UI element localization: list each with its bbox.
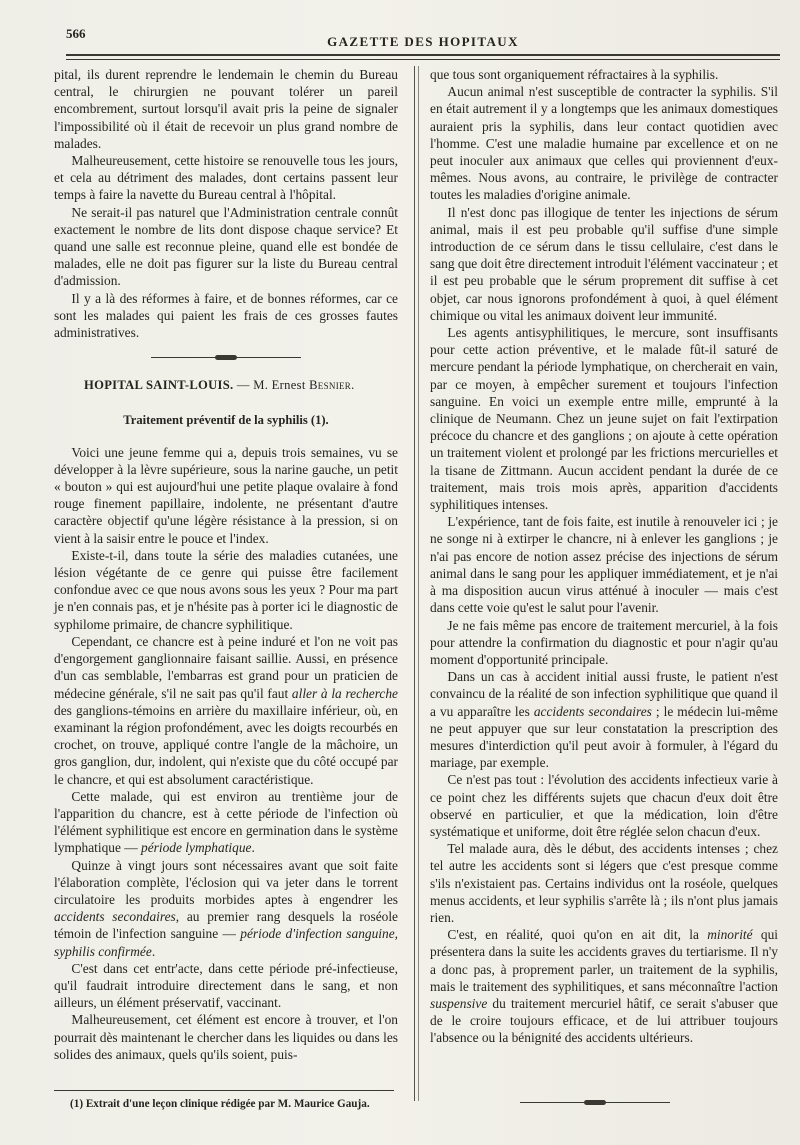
page-number: 566: [66, 26, 86, 41]
heading-end: .: [351, 378, 355, 393]
paragraph: [54, 857, 398, 960]
paragraph: Il n'est donc pas illogique de tenter les injections de sérum animal, mais il est peu probable qu'il suffise d'une simple introduction de ce sérum dans le tissu cellulaire, c'est dans le sang que doit être directement introduit l'élément vaccinateur ; et il est peu probable que le sérum proprement dit suffise à cet objet, car nous ignorons profondément à quoi, à quel élément chimique ou vital les animaux doivent leur immunité.: [430, 204, 778, 323]
section-heading: [84, 377, 398, 394]
text-run: C'est, en réalité, quoi qu'on en ait dit, la: [447, 927, 708, 943]
paragraph: L'expérience, tant de fois faite, est inutile à renouveler ici ; je ne songe ni à extirper le chancre, ni à enlever les ganglions ; je n'ai pas encore de notion assez précise des injections de sérum animal dans le sang pour les appliquer immédiatement, et je n'ai à ma disposition aucun virus atténué à inoculer — mais c'est dans cette voie qu'est le salut pour l'avenir.: [430, 514, 778, 616]
italic-run: période d'infection sanguine, syphilis confirmée: [54, 926, 398, 959]
paragraph: Tel malade aura, dès le début, des accidents intenses ; chez tel autre les accidents sont si légers que c'est presque comme s'ils n'existaient pas. Certains individus ont la roséole, quelques menus accidents, et leur syphilis s'arrête là ; ils n'ont plus jamais rien.: [430, 841, 778, 925]
italic-run: accidents secondaires: [54, 909, 176, 925]
header-rule-thin: [66, 59, 780, 60]
text-run: , au premier rang desquels la roséole témoin de l'infection sanguine —: [54, 909, 398, 942]
text-run: des ganglions-témoins en arrière du maxillaire inférieur, où, en examinant la région profondément, avec les doigts recourbés en crochet, on trouve, appliqué contre l'angle de la mâchoire, un gros ganglion, dur, indolent, qui n'existe que du côté occupé par le chancre, et qui est absolument caractéristique.: [54, 702, 398, 787]
column-divider-thin: [418, 66, 419, 1101]
text-run: Dans un cas à accident initial aussi fruste, le patient n'est convaincu de la réalité de son infection syphilitique que quand il a vu apparaître les: [430, 669, 778, 719]
text-run: Cependant, ce chancre est à peine induré et l'on ne voit pas d'engorgement ganglionnaire faisant saillie. Aussi, en présence d'un cas semblable, l'embarras est grand pour un praticien de médecine générale, s'il ne sait pas qu'il faut: [54, 633, 398, 701]
text-run: .: [151, 943, 156, 959]
paragraph: Aucun animal n'est susceptible de contracter la syphilis. S'il en était autrement il y a longtemps que les animaux domestiques auraient pris la syphilis, dans leur contact quotidien avec l'homme. C'est une maladie humaine par excellence et on ne peut inoculer aux animaux que celles qui proviennent d'eux-mêmes. Nous avons, au contraire, le privilège de contracter toutes les maladies d'origine animale.: [430, 84, 778, 203]
paragraph: Il y a là des réformes à faire, et de bonnes réformes, car ce sont les malades qui paient les frais de ces grosses fautes administratives.: [54, 290, 398, 341]
paragraph: Malheureusement, cette histoire se renouvelle tous les jours, et cela au détriment des malades, dont certains passent leur temps à faire la navette du Bureau central à l'hôpital.: [54, 153, 398, 203]
paragraph: Ne serait-il pas naturel que l'Administration centrale connût exactement le nombre de lits dont dispose chaque service? Et quand une salle est reconnue pleine, quand elle est bondée de malades, elle ne doit pas figurer sur la liste du Bureau central d'admission.: [54, 204, 398, 289]
text-run: qui présentera dans la suite les accidents graves du tertiarisme. Il n'y a donc pas, à proprement parler, un traitement de la syphilis, mais le traitement des syphilitiques, et sans méconnaître l'action: [430, 927, 778, 994]
text-run: ; le médecin lui-même ne peut appuyer que sur leur constatation la prescription des mesures d'interdiction qu'il peut avoir à formuler, à l'égard du mariage, par exemple.: [430, 703, 779, 771]
journal-title: GAZETTE DES HOPITAUX: [327, 34, 519, 49]
paragraph: que tous sont organiquement réfractaires à la syphilis.: [430, 67, 719, 82]
lecture-title: Traitement préventif de la syphilis (1).: [123, 413, 329, 428]
paragraph: C'est dans cet entr'acte, dans cette période pré-infectieuse, qu'il faudrait introduire directement dans le sang, et non ailleurs, un élément préservatif, vaccinant.: [54, 960, 398, 1011]
hospital-name: HOPITAL SAINT-LOUIS.: [84, 378, 234, 393]
left-column: [54, 66, 398, 1063]
italic-run: accidents secondaires: [533, 703, 652, 719]
text-run: .: [251, 840, 255, 856]
paragraph: pital, ils durent reprendre le lendemain le chemin du Bureau central, le chirurgien ne pouvant tolérer un pareil encombrement, surtout lorsqu'il avait pris la peine de signaler l'impossibilité où il était de recevoir un plus grand nombre de malades.: [54, 67, 398, 151]
italic-run: minorité: [707, 927, 753, 943]
text-run: du traitement mercuriel hâtif, ce serait s'abuser que de le croire toujours efficace, et de lui attribuer toujours l'absence ou la bénignité des accidents ultérieurs.: [430, 995, 778, 1046]
text-run: Quinze à vingt jours sont nécessaires avant que soit faite l'élaboration complète, l'éclosion qui va jeter dans le torrent circulatoire les produits morbides aptes à engendrer les: [54, 857, 398, 907]
paragraph: [430, 668, 778, 771]
italic-run: aller à la recherche: [291, 685, 399, 701]
paragraph: Malheureusement, cet élément est encore à trouver, et l'on pourrait dès maintenant le chercher dans les liquides ou dans les solides des animaux, quels qu'ils soient, puis-: [54, 1012, 398, 1062]
paragraph: [430, 926, 778, 1046]
page-header: [66, 26, 780, 52]
italic-run: suspensive: [430, 995, 488, 1011]
footnote-rule: [54, 1090, 394, 1091]
text-run: Cette malade, qui est environ au trentième jour de l'apparition du chancre, est à cette période de l'infection où l'élément syphilitique est encore en germination dans le système lymphatique —: [54, 788, 398, 856]
paragraph: Existe-t-il, dans toute la série des maladies cutanées, une lésion végétante de ce genre qui puisse être facilement confondue avec ce que nous avons sous les yeux ? Pour ma part je n'en connais pas, et je n'hésite pas à porter ici le diagnostic de syphilome primaire, de chancre syphilitique.: [54, 547, 398, 632]
italic-run: période lymphatique: [141, 840, 252, 856]
end-separator: [520, 1100, 670, 1106]
paragraph: Je ne fais même pas encore de traitement mercuriel, à la fois pour attendre la confirmation du diagnostic et pour n'agir qu'au moment d'opportunité principale.: [430, 617, 778, 667]
paragraph: Ce n'est pas tout : l'évolution des accidents infectieux varie à ce point chez les différents sujets que chacun d'eux doit être observé en particulier, et que la médication, loin d'être systématique et uniforme, doit être réglée selon chacun d'eux.: [430, 772, 778, 839]
section-separator: [151, 355, 301, 361]
heading-dash: — M. Ernest: [233, 378, 310, 393]
footnote: (1) Extrait d'une leçon clinique rédigée par M. Maurice Gauja.: [70, 1098, 370, 1110]
doctor-name: Besnier: [309, 378, 352, 393]
paragraph: Voici une jeune femme qui a, depuis trois semaines, vu se développer à la lèvre supérieure, sous la narine gauche, un petit « bouton » qui est aujourd'hui une petite plaque ovalaire à fond rouge finement papillaire, indolente, ne présentant d'autre caractère objectif qu'une légère résistance à la pression, si on vient à la saisir entre le pouce et l'index.: [54, 444, 398, 546]
right-column: [430, 66, 778, 1047]
paragraph: [54, 788, 398, 857]
paragraph: [54, 633, 398, 788]
column-divider: [414, 66, 415, 1101]
paragraph: Les agents antisyphilitiques, le mercure, sont insuffisants pour cette action préventive, et le malade fût-il saturé de mercure pendant la période lymphatique, on chercherait en vain, par ce moyen, à empêcher surement et toujours l'infection sanguine. En voici un exemple entre mille, emprunté à la clinique de Neumann. Chez un jeune sujet on fait l'extirpation précoce du chancre et des ganglions ; on ajoute à cette opération un traitement violent et prolongé par les frictions mercurielles et la tisane de Zittmann. Aucun accident pendant la durée de ce traitement, mais trois mois après, apparition d'accidents syphilitiques intenses.: [430, 325, 778, 513]
header-rule: [66, 54, 780, 56]
